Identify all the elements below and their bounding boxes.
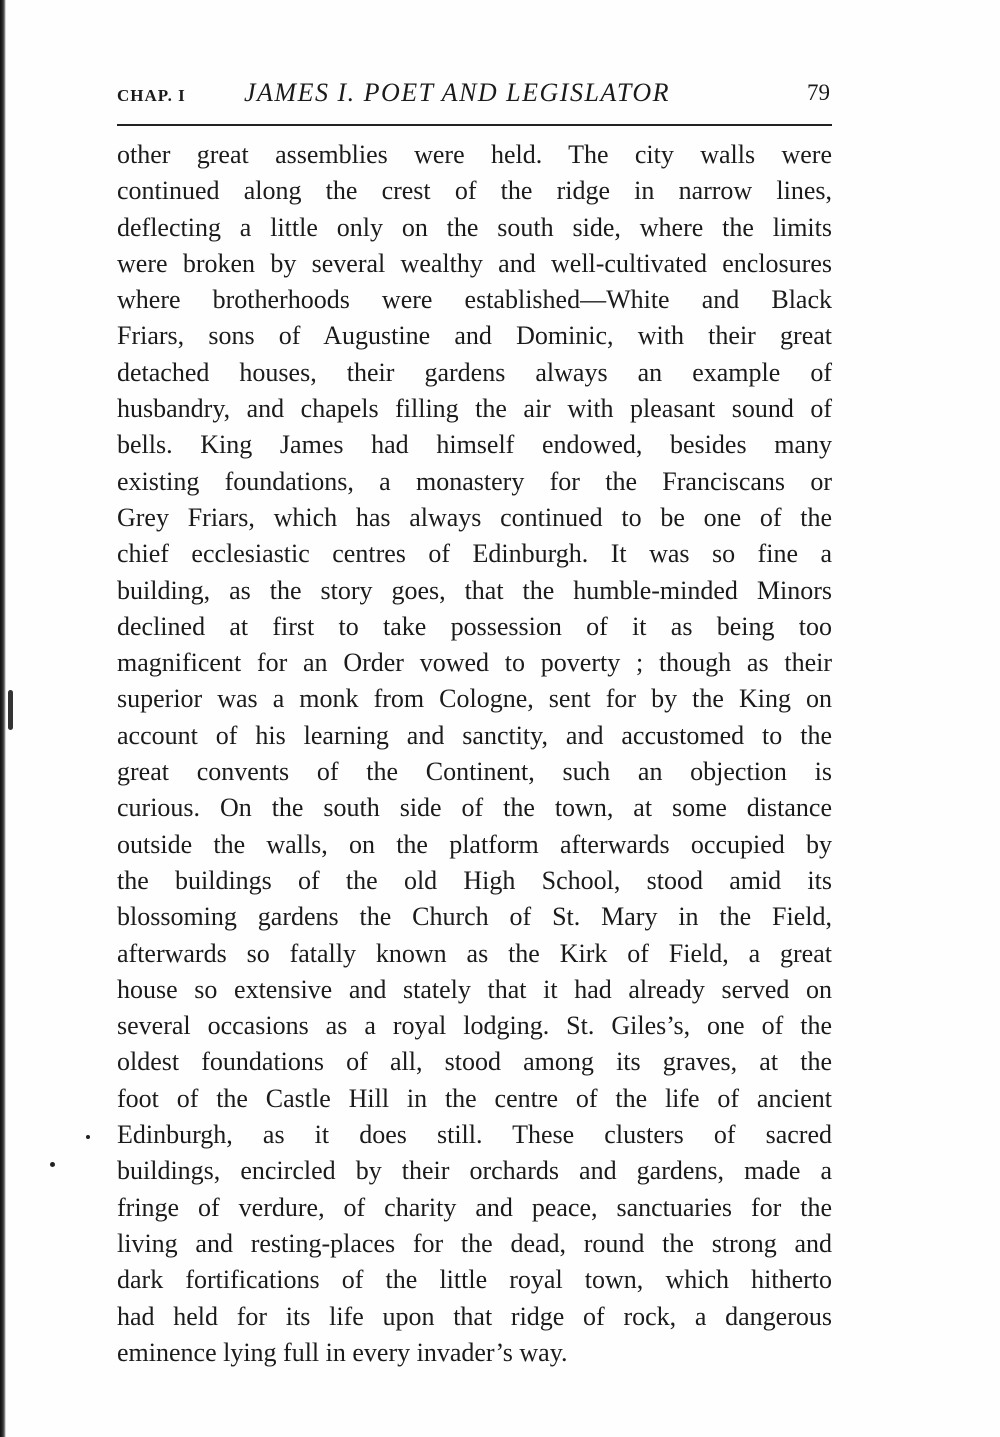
text-line: eminence lying full in every invader’s way. [117, 1337, 568, 1367]
text-line: afterwards so fatally known as the Kirk of Field, a great [117, 938, 832, 968]
text-line: curious. On the south side of the town, at some distance [117, 793, 832, 823]
text-line: were broken by several wealthy and well-cultivated enclosures [117, 248, 832, 278]
text-line: Grey Friars, which has always continued to be one of the [117, 502, 832, 532]
scan-speck [8, 690, 13, 730]
text-line: several occasions as a royal lodging. St. Giles’s, one of the [117, 1011, 832, 1041]
text-line: had held for its life upon that ridge of rock, a dangerous [117, 1301, 832, 1331]
text-line: superior was a monk from Cologne, sent for by the King on [117, 684, 832, 714]
running-title: JAMES I. POET AND LEGISLATOR [244, 78, 670, 107]
text-line: buildings, encircled by their orchards and gardens, made a [117, 1156, 832, 1186]
scan-speck [86, 1135, 90, 1139]
chapter-label: CHAP. I [117, 86, 186, 105]
text-line: outside the walls, on the platform afterwards occupied by [117, 829, 832, 859]
text-line: husbandry, and chapels filling the air with pleasant sound of [117, 394, 832, 424]
text-line: fringe of verdure, of charity and peace, sanctuaries for the [117, 1192, 832, 1222]
text-line: other great assemblies were held. The city walls were [117, 140, 832, 169]
text-line: bells. King James had himself endowed, besides many [117, 430, 832, 460]
text-line: existing foundations, a monastery for the Franciscans or [117, 466, 832, 496]
text-line: Friars, sons of Augustine and Dominic, with their great [117, 321, 832, 351]
text-line: chief ecclesiastic centres of Edinburgh. It was so fine a [117, 539, 832, 569]
header-rule [117, 124, 832, 126]
text-line: house so extensive and stately that it had already served on [117, 974, 832, 1004]
running-head [117, 78, 832, 108]
text-line: continued along the crest of the ridge in narrow lines, [117, 176, 832, 206]
text-line: blossoming gardens the Church of St. Mary in the Field, [117, 902, 832, 932]
scan-edge-shadow [0, 0, 6, 1437]
text-line: declined at first to take possession of it as being too [117, 611, 832, 641]
text-line: dark fortifications of the little royal town, which hitherto [117, 1265, 832, 1295]
scan-speck [50, 1162, 55, 1167]
text-line: magnificent for an Order vowed to poverty ; though as their [117, 648, 832, 678]
text-line: building, as the story goes, that the humble-minded Minors [117, 575, 832, 605]
text-line: Edinburgh, as it does still. These clusters of sacred [117, 1120, 832, 1150]
text-line: where brotherhoods were established—White and Black [117, 285, 832, 315]
page-number: 79 [807, 80, 830, 105]
text-line: living and resting-places for the dead, round the strong and [117, 1228, 832, 1258]
body-text [117, 137, 832, 1371]
text-line: foot of the Castle Hill in the centre of the life of ancient [117, 1083, 832, 1113]
text-line: the buildings of the old High School, stood amid its [117, 865, 832, 895]
text-line: great convents of the Continent, such an objection is [117, 757, 832, 787]
text-line: oldest foundations of all, stood among its graves, at the [117, 1047, 832, 1077]
text-line: detached houses, their gardens always an example of [117, 357, 832, 387]
text-line: deflecting a little only on the south side, where the limits [117, 212, 832, 242]
text-line: account of his learning and sanctity, and accustomed to the [117, 720, 832, 750]
